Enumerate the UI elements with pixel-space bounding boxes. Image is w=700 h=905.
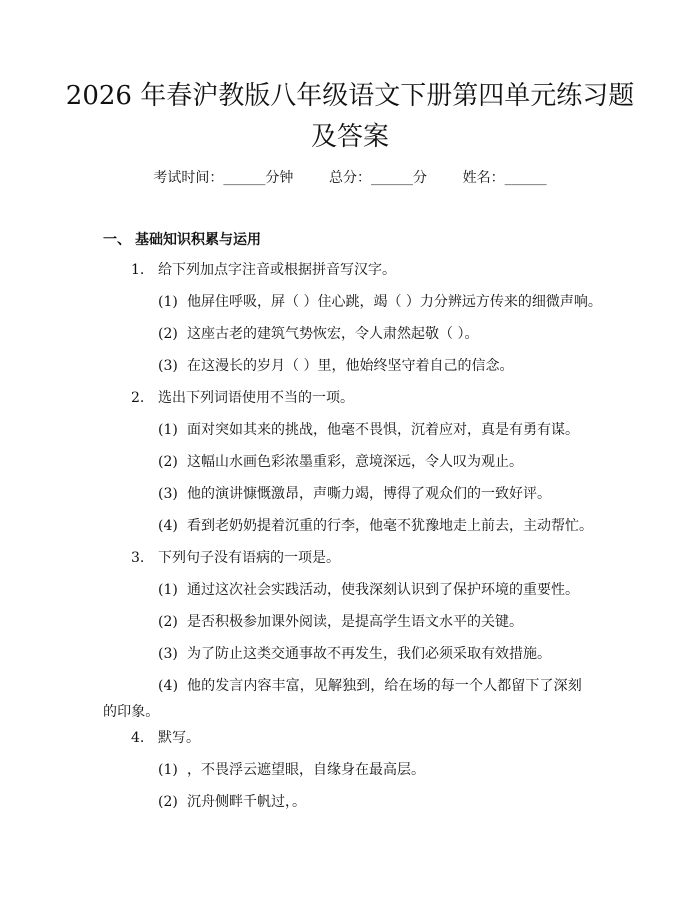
option-text: 看到老奶奶提着沉重的行李，他毫不犹豫地走上前去，主动帮忙。 (187, 518, 593, 534)
question-4-option-2 (158, 792, 306, 812)
question-number: 1. (131, 262, 145, 278)
exam-info-line (0, 168, 700, 188)
option-mark: (3) (158, 646, 178, 662)
option-mark: (1) (158, 762, 178, 778)
option-mark: (2) (158, 326, 178, 342)
option-text: 在这漫长的岁月（ ）里，他始终坚守着自己的信念。 (187, 358, 514, 374)
question-2-option-1 (158, 420, 579, 440)
option-mark: (1) (158, 582, 178, 598)
score-unit: 分 (413, 170, 427, 186)
time-blank: ______ (223, 170, 266, 186)
question-number: 4. (131, 730, 145, 746)
option-text: 这幅山水画色彩浓墨重彩，意境深远，令人叹为观止。 (187, 454, 523, 470)
question-3-option-3 (158, 644, 551, 664)
section-title: 基础知识积累与运用 (135, 232, 261, 248)
option-mark: (3) (158, 358, 178, 374)
question-stem: 选出下列词语使用不当的一项。 (158, 390, 354, 406)
question-4-option-1 (158, 760, 425, 780)
section-number: 一、 (103, 232, 131, 248)
question-3-option-1 (158, 580, 579, 600)
option-text: 面对突如其来的挑战，他毫不畏惧，沉着应对，真是有勇有谋。 (187, 422, 579, 438)
time-unit: 分钟 (265, 170, 294, 186)
name-label: 姓名： (462, 170, 505, 186)
option-mark: (4) (158, 518, 178, 534)
score-label: 总分： (329, 170, 371, 186)
option-text: 是否积极参加课外阅读，是提高学生语文水平的关键。 (187, 614, 523, 630)
score-blank: ______ (371, 170, 413, 186)
option-text: 这座古老的建筑气势恢宏，令人肃然起敬（ ）。 (187, 326, 479, 342)
question-number: 3. (131, 550, 145, 566)
time-label: 考试时间： (153, 170, 224, 186)
section-heading (103, 230, 261, 250)
option-mark: (1) (158, 422, 178, 438)
option-mark: (3) (158, 486, 178, 502)
option-text: 通过这次社会实践活动，使我深刻认识到了保护环境的重要性。 (187, 582, 579, 598)
option-text: 沉舟侧畔千帆过，。 (187, 794, 306, 810)
option-mark: (4) (158, 678, 179, 694)
option-mark: (2) (158, 794, 178, 810)
question-stem: 下列句子没有语病的一项是。 (158, 550, 340, 566)
document-title: 2026 年春沪教版八年级语文下册第四单元练习题及答案 (65, 81, 635, 152)
option-text: 他的演讲慷慨激昂，声嘶力竭，博得了观众们的一致好评。 (187, 486, 551, 502)
question-2-option-2 (158, 452, 523, 472)
question-1-option-1 (158, 292, 602, 312)
question-stem: 给下列加点字注音或根据拼音写汉字。 (158, 262, 396, 278)
question-3-option-2 (158, 612, 523, 632)
option-text: ，不畏浮云遮望眼，自缘身在最高层。 (187, 762, 425, 778)
option-mark: (2) (158, 614, 178, 630)
question-1-option-3 (158, 356, 513, 376)
name-blank: ______ (504, 170, 547, 186)
option-mark: (1) (158, 294, 178, 310)
question-2-option-4 (158, 516, 593, 536)
option-text: 他屏住呼吸，屏（ ）住心跳，竭（ ）力分辨远方传来的细微声响。 (187, 294, 602, 310)
option-text: 为了防止这类交通事故不再发生，我们必须采取有效措施。 (187, 646, 551, 662)
question-3-option-4 (103, 673, 583, 725)
option-text: 他的发言内容丰富，见解独到，给在场的每一个人都留下了深刻的印象。 (103, 678, 582, 720)
question-stem: 默写。 (158, 730, 200, 746)
question-number: 2. (131, 390, 145, 406)
question-2-option-3 (158, 484, 551, 504)
question-1-option-2 (158, 324, 478, 344)
option-mark: (2) (158, 454, 178, 470)
